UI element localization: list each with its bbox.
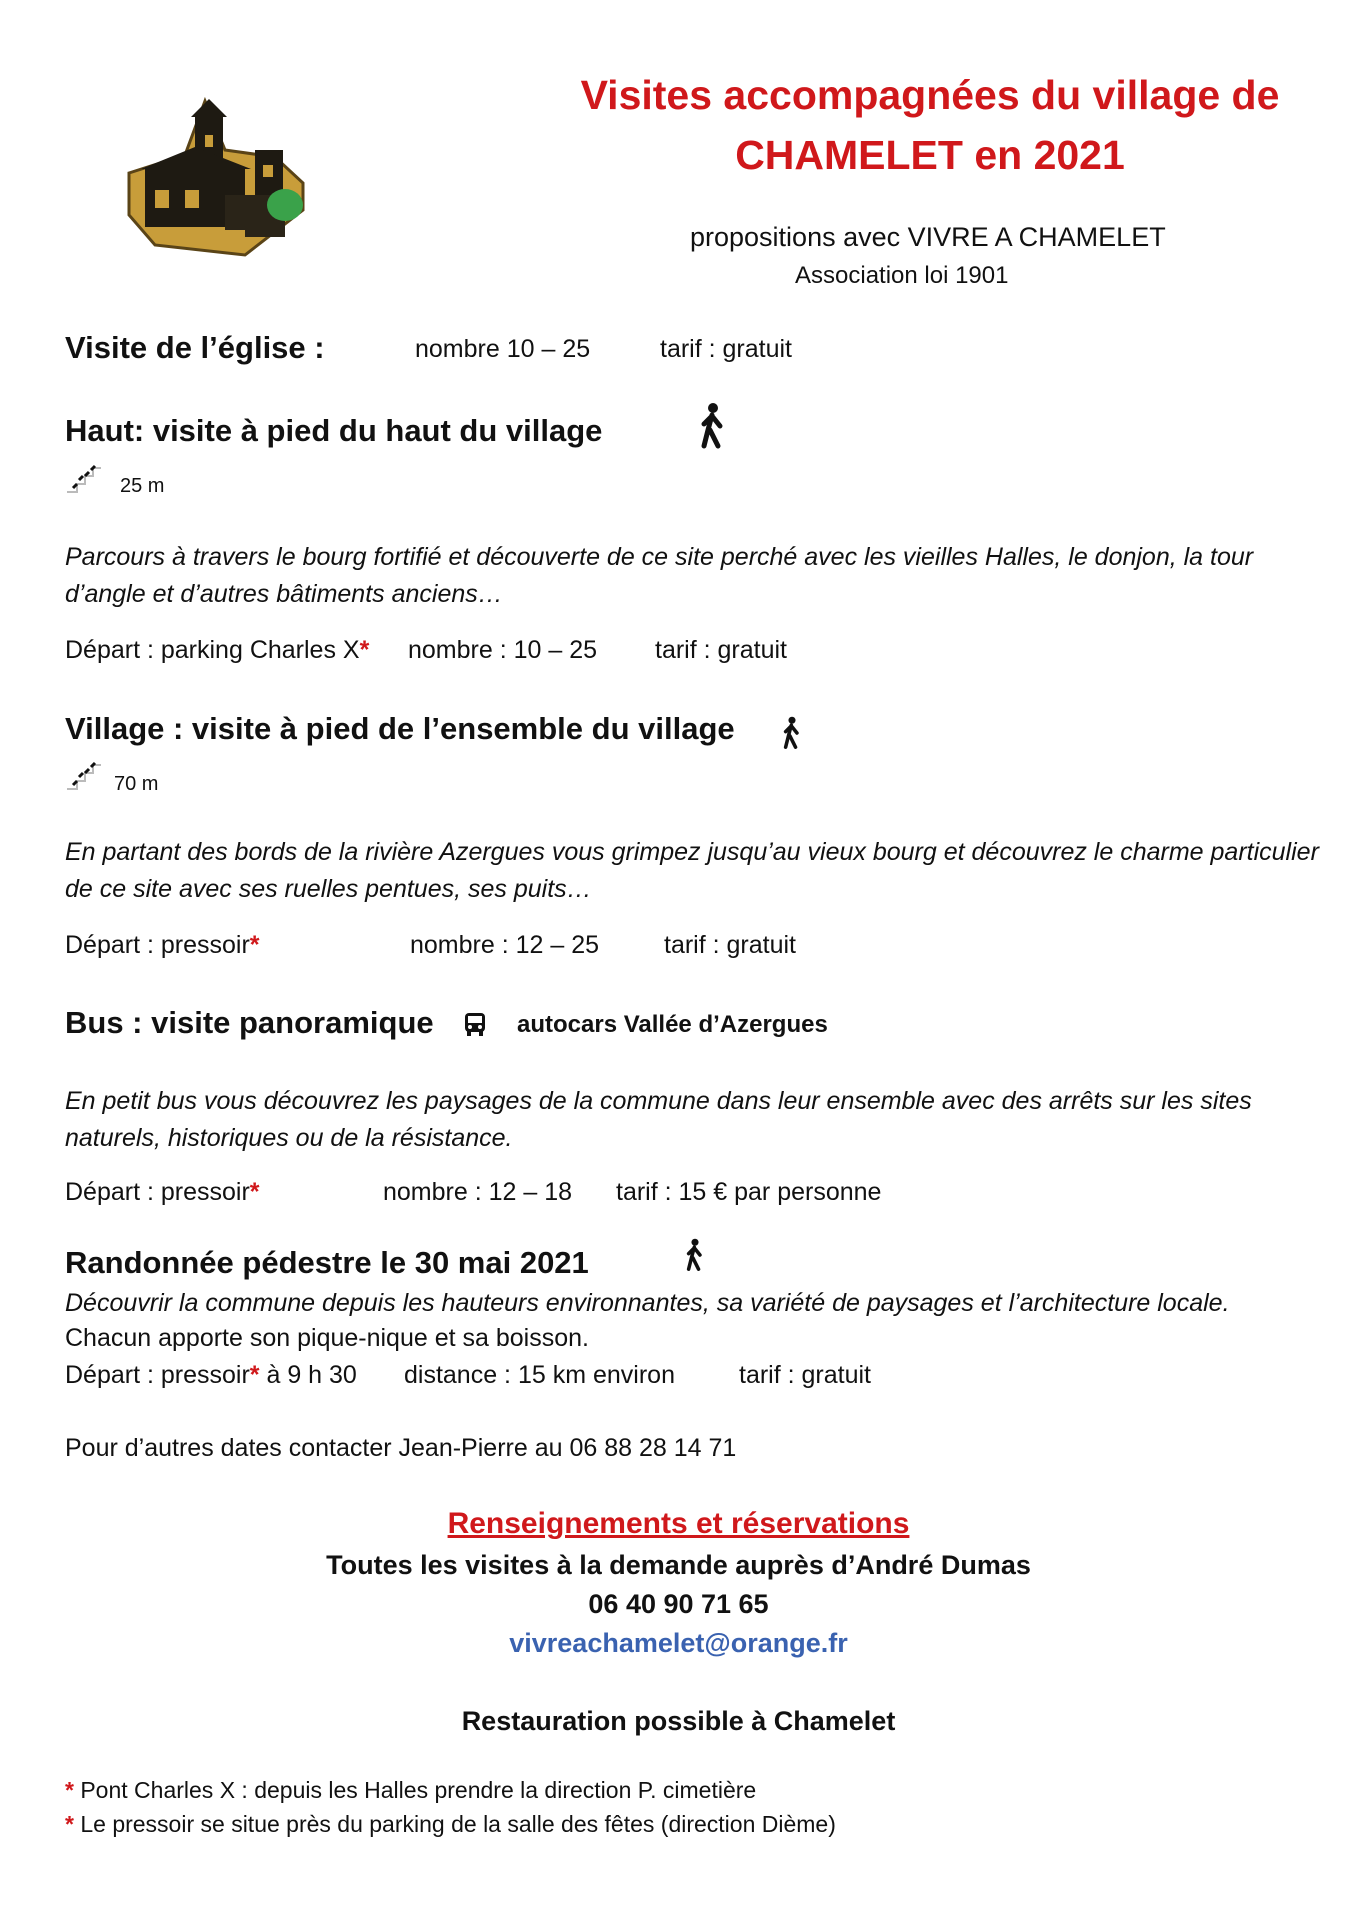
haut-nombre: nombre : 10 – 25 bbox=[408, 636, 598, 664]
walker-icon bbox=[782, 716, 802, 750]
reservations-phone: 06 40 90 71 65 bbox=[588, 1589, 769, 1619]
bus-heading: Bus : visite panoramique bbox=[65, 1005, 434, 1040]
eglise-heading: Visite de l’église : bbox=[65, 330, 325, 365]
village-logo-icon bbox=[125, 95, 310, 265]
haut-heading: Haut: visite à pied du haut du village bbox=[65, 413, 603, 448]
haut-elevation: 25 m bbox=[120, 475, 165, 497]
title-line-2: CHAMELET en 2021 bbox=[735, 132, 1125, 178]
haut-depart: Départ : parking Charles X* bbox=[65, 636, 370, 664]
village-elevation: 70 m bbox=[114, 773, 159, 795]
randonnee-description: Découvrir la commune depuis les hauteurs environnantes, sa variété de paysages et l’architecture locale. bbox=[65, 1289, 1230, 1317]
village-tarif: tarif : gratuit bbox=[664, 931, 796, 959]
bus-icon bbox=[463, 1011, 487, 1037]
village-depart: Départ : pressoir* bbox=[65, 931, 260, 959]
village-nombre: nombre : 12 – 25 bbox=[410, 931, 600, 959]
subtitle: propositions avec VIVRE A CHAMELET bbox=[690, 222, 1166, 252]
bus-operator: autocars Vallée d’Azergues bbox=[517, 1011, 828, 1038]
footnote-1: * Pont Charles X : depuis les Halles prendre la direction P. cimetière bbox=[65, 1777, 757, 1803]
bus-tarif: tarif : 15 € par personne bbox=[616, 1178, 882, 1206]
association: Association loi 1901 bbox=[795, 262, 1009, 289]
haut-description: Parcours à travers le bourg fortifié et découverte de ce site perché avec les vieilles Halles, le donjon, la tour d’angle et d’autres bâtiments anciens… bbox=[65, 543, 1254, 608]
randonnee-depart: Départ : pressoir* à 9 h 30 bbox=[65, 1361, 357, 1389]
bus-description: En petit bus vous découvrez les paysages de la commune dans leur ensemble avec des arrêts sur les sites naturels, historiques ou de la résistance. bbox=[65, 1087, 1252, 1152]
randonnee-distance: distance : 15 km environ bbox=[404, 1361, 675, 1389]
footnote-2: * Le pressoir se situe près du parking de la salle des fêtes (direction Dième) bbox=[65, 1811, 836, 1837]
village-description: En partant des bords de la rivière Azergues vous grimpez jusqu’au vieux bourg et découvrez le charme particulier de ce site avec ses ruelles pentues, ses puits… bbox=[65, 838, 1319, 903]
contact-other-dates: Pour d’autres dates contacter Jean-Pierre au 06 88 28 14 71 bbox=[65, 1434, 737, 1462]
stairs-icon bbox=[65, 458, 105, 494]
randonnee-line2: Chacun apporte son pique-nique et sa boisson. bbox=[65, 1324, 589, 1352]
village-heading: Village : visite à pied de l’ensemble du village bbox=[65, 711, 735, 746]
haut-tarif: tarif : gratuit bbox=[655, 636, 787, 664]
eglise-tarif: tarif : gratuit bbox=[660, 335, 792, 363]
walker-icon bbox=[685, 1238, 705, 1272]
bus-nombre: nombre : 12 – 18 bbox=[383, 1178, 573, 1206]
reservations-contact: Toutes les visites à la demande auprès d’André Dumas bbox=[326, 1550, 1031, 1580]
restauration-note: Restauration possible à Chamelet bbox=[461, 1706, 896, 1736]
title-line-1: Visites accompagnées du village de bbox=[580, 72, 1280, 118]
bus-depart: Départ : pressoir* bbox=[65, 1178, 260, 1206]
walker-icon bbox=[700, 402, 726, 450]
stairs-icon bbox=[65, 755, 105, 791]
randonnee-tarif: tarif : gratuit bbox=[739, 1361, 871, 1389]
reservations-heading: Renseignements et réservations bbox=[447, 1507, 910, 1540]
randonnee-heading: Randonnée pédestre le 30 mai 2021 bbox=[65, 1245, 589, 1280]
reservations-email[interactable]: vivreachamelet@orange.fr bbox=[509, 1628, 848, 1658]
eglise-nombre: nombre 10 – 25 bbox=[415, 335, 591, 363]
